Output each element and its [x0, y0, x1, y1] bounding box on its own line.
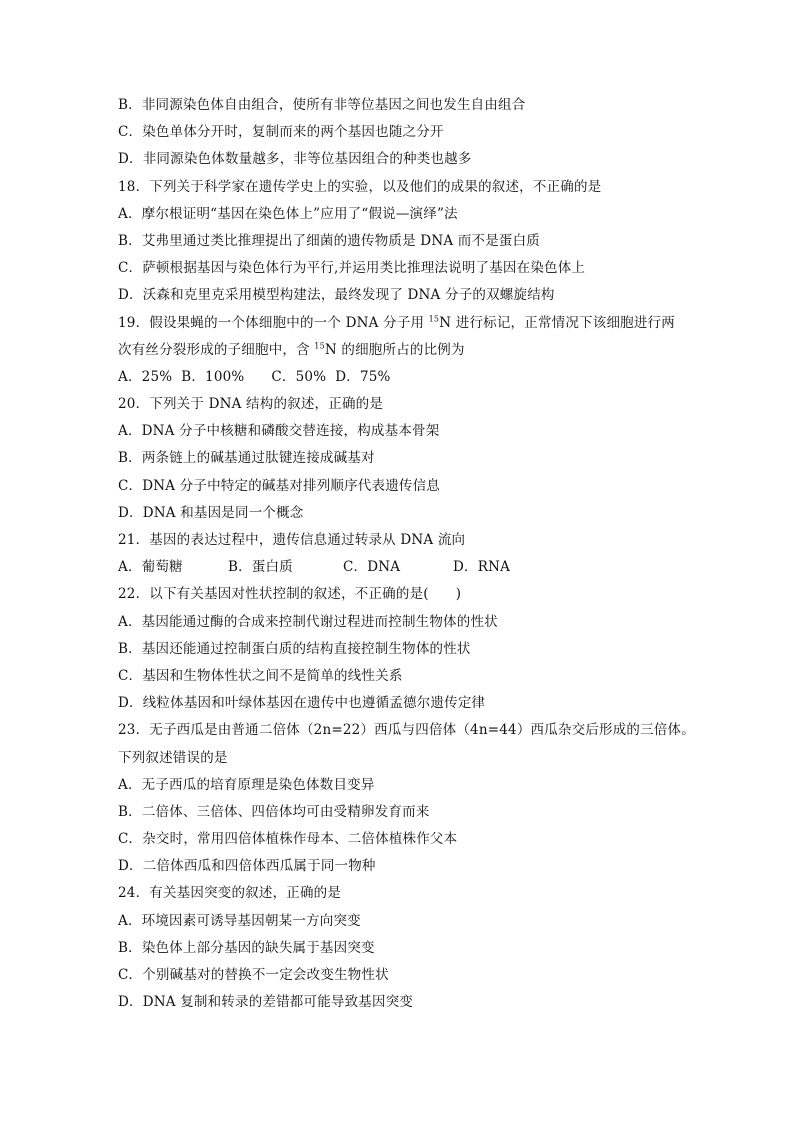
q24-option-c: C．个别碱基对的替换不一定会改变生物性状	[118, 967, 389, 983]
q21-option-b: B．蛋白质	[228, 559, 293, 576]
q18-option-b: B．艾弗里通过类比推理提出了细菌的遗传物质是 DNA 而不是蛋白质	[118, 232, 540, 249]
q21-option-d: D．RNA	[453, 559, 511, 576]
q24-option-a: A．环境因素可诱导基因朝某一方向突变	[118, 912, 361, 929]
q21-stem: 21．基因的表达过程中，遗传信息通过转录从 DNA 流向	[118, 532, 466, 548]
q19-stem-line1	[118, 310, 688, 337]
q20-option-c: C．DNA 分子中特定的碱基对排列顺序代表遗传信息	[118, 477, 441, 494]
q18-option-a: A．摩尔根证明“基因在染色体上”应用了“假说—演绎”法	[118, 205, 458, 222]
q20-option-a: A．DNA 分子中核糖和磷酸交替连接，构成基本骨架	[118, 423, 440, 440]
q17-option-b: B．非同源染色体自由组合，使所有非等位基因之间也发生自由组合	[118, 97, 526, 113]
q19-options: A．25% B．100% C．50% D．75%	[118, 368, 391, 385]
q19-stem-text-b: N 进行标记，正常情况下该细胞进行两	[439, 314, 675, 331]
q24-option-d: D．DNA 复制和转录的差错都可能导致基因突变	[118, 994, 414, 1011]
q23-option-a: A．无子西瓜的培育原理是染色体数目变异	[118, 776, 375, 793]
q21-option-a: A．葡萄糖	[118, 559, 183, 576]
q19-stem-text-c: 次有丝分裂形成的子细胞中，含	[118, 341, 315, 358]
isotope-superscript: 15	[428, 314, 440, 323]
q23-stem-line2: 下列叙述错误的是	[118, 749, 228, 766]
q24-option-b: B．染色体上部分基因的缺失属于基因突变	[118, 939, 375, 956]
q17-option-c: C．染色单体分开时，复制而来的两个基因也随之分开	[118, 124, 444, 141]
q21-option-c: C．DNA	[343, 559, 401, 576]
q22-option-d: D．线粒体基因和叶绿体基因在遗传中也遵循孟德尔遗传定律	[118, 695, 486, 712]
q23-option-d: D．二倍体西瓜和四倍体西瓜属于同一物种	[118, 858, 376, 875]
q17-option-d: D．非同源染色体数量越多，非等位基因组合的种类也越多	[118, 151, 472, 168]
q22-option-b: B．基因还能通过控制蛋白质的结构直接控制生物体的性状	[118, 640, 471, 657]
q18-stem: 18．下列关于科学家在遗传学史上的实验，以及他们的成果的叙述，不正确的是	[118, 178, 602, 195]
q20-option-d: D．DNA 和基因是同一个概念	[118, 504, 304, 521]
q22-option-c: C．基因和生物体性状之间不是简单的线性关系	[118, 667, 403, 684]
q19-stem-text-d: N 的细胞所占的比例为	[324, 341, 465, 358]
q19-stem-text-a: 19．假设果蝇的一个体细胞中的一个 DNA 分子用	[118, 314, 429, 331]
q23-stem-line1: 23．无子西瓜是由普通二倍体（2n=22）西瓜与四倍体（4n=44）西瓜杂交后形成的三倍体。	[118, 722, 695, 739]
q23-option-b: B．二倍体、三倍体、四倍体均可由受精卵发育而来	[118, 803, 430, 820]
q23-option-c: C．杂交时，常用四倍体植株作母本、二倍体植株作父本	[118, 831, 458, 848]
q20-stem: 20．下列关于 DNA 结构的叙述，正确的是	[118, 396, 384, 413]
q19-stem-line2	[118, 337, 688, 364]
q18-option-d: D．沃森和克里克采用模型构建法，最终发现了 DNA 分子的双螺旋结构	[118, 287, 555, 304]
q21-options	[118, 554, 688, 581]
q18-option-c: C．萨顿根据基因与染色体行为平行,并运用类比推理法说明了基因在染色体上	[118, 260, 586, 277]
isotope-superscript: 15	[314, 341, 325, 351]
question-content	[118, 92, 695, 1016]
q20-option-b: B．两条链上的碱基通过肽键连接成碱基对	[118, 450, 375, 467]
q24-stem: 24．有关基因突变的叙述，正确的是	[118, 885, 342, 902]
q22-stem: 22．以下有关基因对性状控制的叙述，不正确的是( )	[118, 586, 462, 603]
q22-option-a: A．基因能通过酶的合成来控制代谢过程进而控制生物体的性状	[118, 613, 498, 630]
